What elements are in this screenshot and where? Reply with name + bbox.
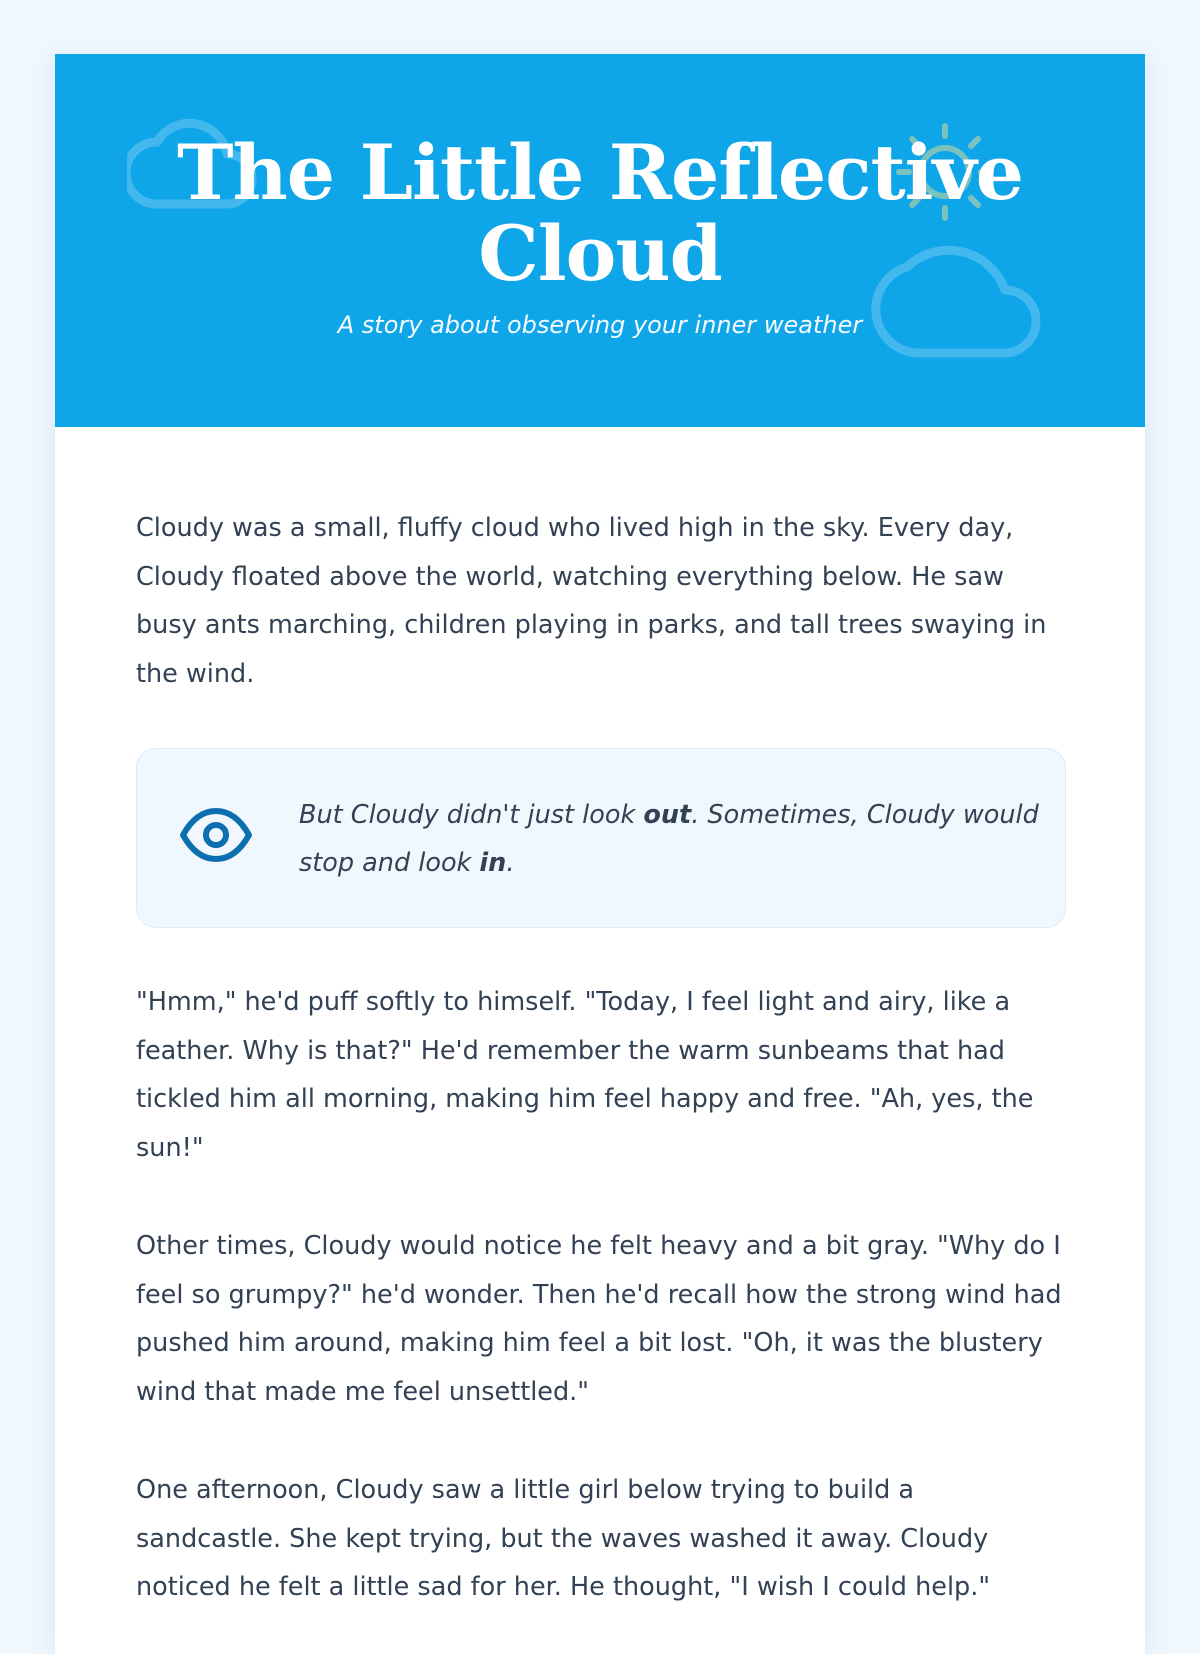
callout-emphasis-out: out	[643, 800, 692, 830]
story-subtitle: A story about observing your inner weather	[337, 311, 863, 339]
story-card	[55, 54, 1145, 1654]
story-paragraph: "Hmm," he'd puff softly to himself. "Today, I feel light and airy, like a feather. Why is that?" He'd remember the warm sunbeams that had tickled him all morning, making him feel happy and free. "Ah, yes, the sun!"	[136, 987, 1034, 1163]
story-paragraph: Cloudy was a small, fluffy cloud who lived high in the sky. Every day, Cloudy floated above the world, watching everything below. He saw busy ants marching, children playing in parks, and tall trees swaying in the wind.	[136, 513, 1047, 689]
story-header	[55, 54, 1145, 427]
story-body	[136, 504, 1066, 1654]
reflection-callout	[136, 748, 1066, 928]
callout-emphasis-in: in	[479, 848, 507, 878]
eye-icon	[179, 807, 253, 863]
story-title: The Little Reflective Cloud	[176, 128, 1024, 298]
story-paragraph: Other times, Cloudy would notice he felt heavy and a bit gray. "Why do I feel so grumpy?" he'd wonder. Then he'd recall how the strong wind had pushed him around, making him feel a bit lost. "Oh, it was the blustery wind that made me feel unsettled."	[136, 1231, 1062, 1407]
story-paragraph: One afternoon, Cloudy saw a little girl below trying to build a sandcastle. She kept trying, but the waves washed it away. Cloudy noticed he felt a little sad for her. He thought, "I wish I could help."	[136, 1475, 991, 1602]
callout-text: But Cloudy didn't just look out. Sometimes, Cloudy would stop and look in.	[299, 800, 1039, 878]
